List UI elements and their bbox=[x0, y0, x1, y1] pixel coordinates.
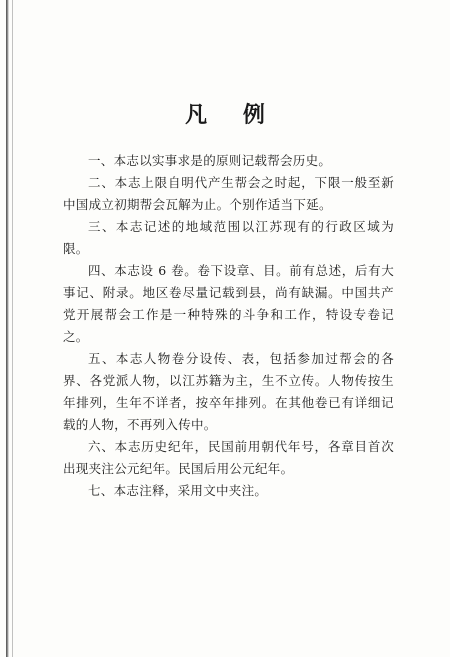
page-title: 凡 例 bbox=[185, 102, 279, 128]
paragraph-2: 二、本志上限自明代产生帮会之时起，下限一般至新中国成立初期帮会瓦解为止。个别作适当下延。 bbox=[63, 175, 394, 212]
paragraph-6: 六、本志历史纪年，民国前用朝代年号，各章目首次出现夹注公元纪年。民国后用公元纪年。 bbox=[63, 439, 394, 476]
body-text bbox=[63, 150, 394, 502]
paragraph-7: 七、本志注释，采用文中夹注。 bbox=[88, 483, 268, 498]
paragraph-3: 三、本志记述的地域范围以江苏现有的行政区域为限。 bbox=[63, 219, 394, 256]
paragraph-4: 四、本志设 6 卷。卷下设章、目。前有总述，后有大事记、附录。地区卷尽量记载到县，尚有缺漏。中国共产党开展帮会工作是一种特殊的斗争和工作，特设专卷记之。 bbox=[63, 263, 394, 344]
paragraph-1: 一、本志以实事求是的原则记载帮会历史。 bbox=[88, 153, 332, 168]
paragraph-5: 五、本志人物卷分设传、表，包括参加过帮会的各界、各党派人物，以江苏籍为主，生不立传。人物传按生年排列，生年不详者，按卒年排列。在其他卷已有详细记载的人物，不再列入传中。 bbox=[63, 351, 394, 432]
